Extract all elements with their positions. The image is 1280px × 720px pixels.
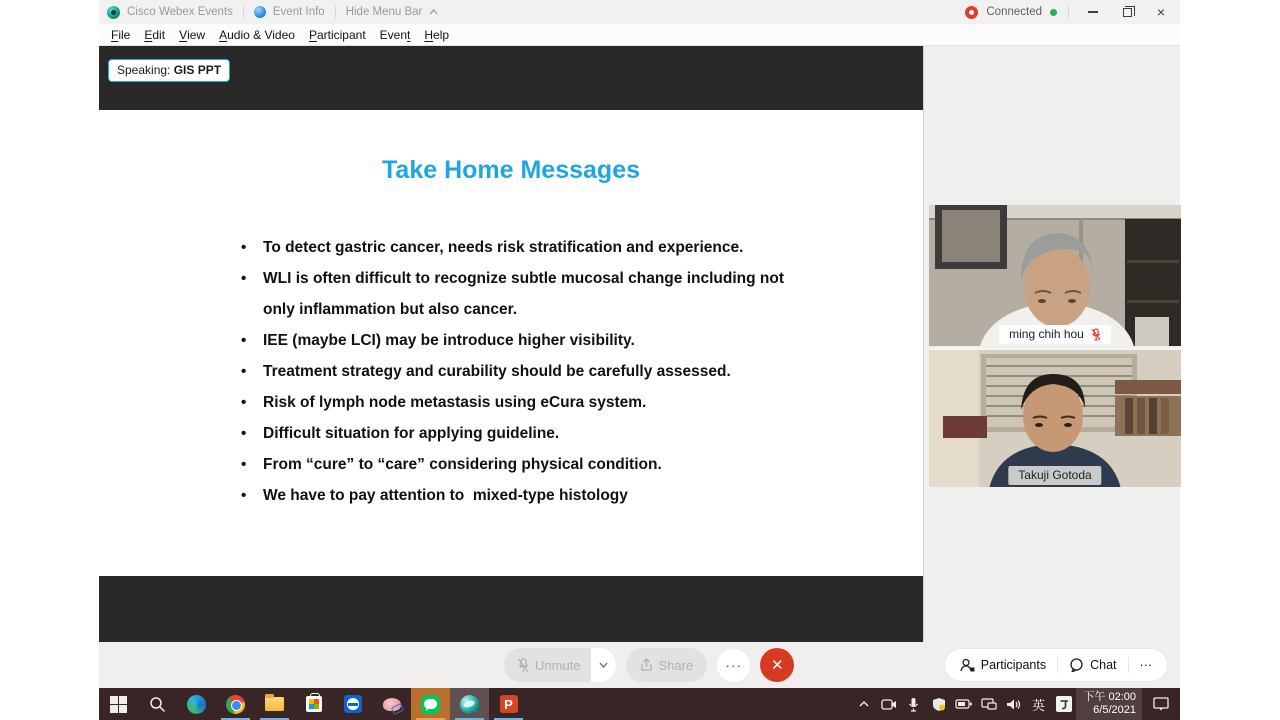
defender-shield-icon xyxy=(932,697,946,712)
webcam-icon xyxy=(881,698,897,711)
action-center-button[interactable] xyxy=(1142,688,1180,720)
menu-edit[interactable]: E dit xyxy=(144,27,166,42)
slide-bullet: • From “cure” to “care” considering physical condition. xyxy=(239,449,791,480)
captured-screen xyxy=(99,0,1180,720)
leave-event-button[interactable] xyxy=(760,648,794,682)
taskbar-chrome[interactable] xyxy=(216,688,255,720)
search-icon xyxy=(149,696,166,713)
shared-slide xyxy=(99,110,923,576)
tray-webcam[interactable] xyxy=(876,688,901,720)
notification-icon xyxy=(1153,697,1169,711)
speaker-icon xyxy=(1006,698,1021,711)
slide-bullet: • Difficult situation for applying guideline. xyxy=(239,418,791,449)
speaking-indicator xyxy=(108,59,230,82)
divider xyxy=(243,6,244,18)
tray-ime-mode[interactable] xyxy=(1051,688,1076,720)
divider xyxy=(335,6,336,18)
menu-view[interactable]: V iew xyxy=(179,27,206,42)
menu-file[interactable]: F ile xyxy=(111,27,131,42)
chrome-icon xyxy=(226,695,245,714)
close-icon: ✕ xyxy=(770,657,784,674)
tray-volume[interactable] xyxy=(1001,688,1026,720)
teamviewer-icon xyxy=(344,695,362,713)
windows-taskbar xyxy=(99,688,1180,720)
windows-start-icon xyxy=(110,696,127,713)
chevron-up-icon xyxy=(859,701,869,707)
menu-audio-video[interactable]: A udio & Video xyxy=(219,27,295,42)
slide-bullet: • To detect gastric cancer, needs risk stratification and experience. xyxy=(239,232,791,263)
slide-bullet: • Treatment strategy and curability should be carefully assessed. xyxy=(239,356,791,387)
recording-indicator-icon xyxy=(965,6,978,19)
slide-bullet: • Risk of lymph node metastasis using eCura system. xyxy=(239,387,791,418)
ellipsis-icon: ··· xyxy=(1139,658,1152,672)
muted-mic-icon xyxy=(1091,328,1101,341)
slide-title: Take Home Messages xyxy=(382,156,640,184)
tray-ime-language[interactable] xyxy=(1026,688,1051,720)
chevron-down-icon xyxy=(599,662,608,668)
audio-options-dropdown[interactable] xyxy=(591,648,616,682)
powerpoint-icon: P xyxy=(500,695,518,713)
ellipsis-icon: ··· xyxy=(725,657,743,673)
participant-video-2[interactable] xyxy=(929,348,1181,487)
video-panel xyxy=(923,46,1180,642)
slide-bullet: • IEE (maybe LCI) may be introduce higher visibility. xyxy=(239,325,791,356)
unmute-label: Unmute xyxy=(535,657,581,673)
clock-date: 6/5/2021 xyxy=(1093,704,1136,716)
chat-button[interactable] xyxy=(1058,649,1127,681)
app-title: Cisco Webex Events xyxy=(127,6,233,18)
participant-name-tag xyxy=(1008,466,1101,485)
online-dot-icon xyxy=(1050,9,1057,16)
webex-app-icon xyxy=(460,695,479,714)
battery-icon xyxy=(955,699,972,709)
event-info-link[interactable]: Event Info xyxy=(272,6,325,18)
slide-bullet: • WLI is often difficult to recognize subtle mucosal change including not only inflammation but also cancer. xyxy=(239,263,791,325)
taskbar-clock[interactable] xyxy=(1076,688,1142,720)
share-label: Share xyxy=(658,657,694,673)
hide-menu-bar-link[interactable]: Hide Menu Bar xyxy=(345,6,423,18)
close-window-button[interactable]: × xyxy=(1156,4,1166,20)
tray-show-hidden-icons[interactable] xyxy=(851,688,876,720)
medical-app-icon xyxy=(383,698,401,711)
taskbar-powerpoint[interactable] xyxy=(489,688,528,720)
webex-logo-icon xyxy=(107,6,120,19)
participant-name: Takuji Gotoda xyxy=(1018,468,1092,482)
menu-participant[interactable]: P articipant xyxy=(308,27,366,42)
maximize-button[interactable] xyxy=(1114,1,1140,23)
ime-language-label: 英 xyxy=(1031,697,1045,713)
taskbar-edge[interactable] xyxy=(177,688,216,720)
taskbar-line[interactable] xyxy=(411,688,450,720)
meeting-control-bar xyxy=(99,642,1180,688)
share-icon xyxy=(640,658,653,672)
microsoft-store-icon xyxy=(306,696,322,712)
start-button[interactable] xyxy=(99,688,138,720)
chevron-up-icon[interactable] xyxy=(429,9,438,15)
event-info-icon xyxy=(254,6,266,18)
chat-label: Chat xyxy=(1090,658,1117,672)
slide-bullet: • We have to pay attention to mixed-type histology xyxy=(239,480,791,511)
participant-name: ming chih hou xyxy=(1009,327,1084,341)
taskbar-teamviewer[interactable] xyxy=(333,688,372,720)
more-panels-button[interactable] xyxy=(1129,649,1164,681)
participant-name-tag xyxy=(999,325,1111,344)
menu-bar xyxy=(99,24,1180,46)
display-network-icon xyxy=(981,698,997,711)
microphone-icon xyxy=(908,697,919,712)
more-options-button[interactable] xyxy=(717,649,750,682)
edge-icon xyxy=(187,695,206,714)
minimize-button[interactable] xyxy=(1080,1,1106,23)
mic-muted-icon xyxy=(517,658,529,673)
participants-icon xyxy=(960,658,975,672)
divider xyxy=(1068,6,1069,18)
participant-video-1[interactable] xyxy=(929,205,1181,346)
panel-buttons xyxy=(945,649,1167,681)
taskbar-microsoft-store[interactable] xyxy=(294,688,333,720)
tray-battery[interactable] xyxy=(951,688,976,720)
titlebar xyxy=(99,0,1180,24)
taskbar-file-explorer[interactable] xyxy=(255,688,294,720)
taskbar-webex[interactable] xyxy=(450,688,489,720)
presentation-stage xyxy=(99,46,923,642)
slide-bullet-list xyxy=(239,232,791,511)
speaking-label: Speaking: xyxy=(117,63,171,77)
file-explorer-icon xyxy=(265,697,284,711)
taskbar-search-button[interactable] xyxy=(138,688,177,720)
connection-status: Connected xyxy=(986,6,1042,18)
clock-time: 下午 02:00 xyxy=(1083,691,1136,703)
tray-defender[interactable] xyxy=(926,688,951,720)
menu-event[interactable]: Even t xyxy=(379,27,411,42)
line-icon xyxy=(421,695,440,714)
system-tray xyxy=(851,688,1180,720)
chat-icon xyxy=(1069,658,1084,672)
tray-microphone[interactable] xyxy=(901,688,926,720)
share-button[interactable] xyxy=(626,648,708,682)
unmute-button[interactable] xyxy=(504,648,591,682)
menu-help[interactable]: H elp xyxy=(424,27,450,42)
participants-button[interactable] xyxy=(949,649,1057,681)
tray-network-display[interactable] xyxy=(976,688,1001,720)
taskbar-medical-app[interactable] xyxy=(372,688,411,720)
ime-mode-icon xyxy=(1056,696,1072,712)
participants-label: Participants xyxy=(980,658,1047,672)
speaker-name: GIS PPT xyxy=(173,63,222,77)
